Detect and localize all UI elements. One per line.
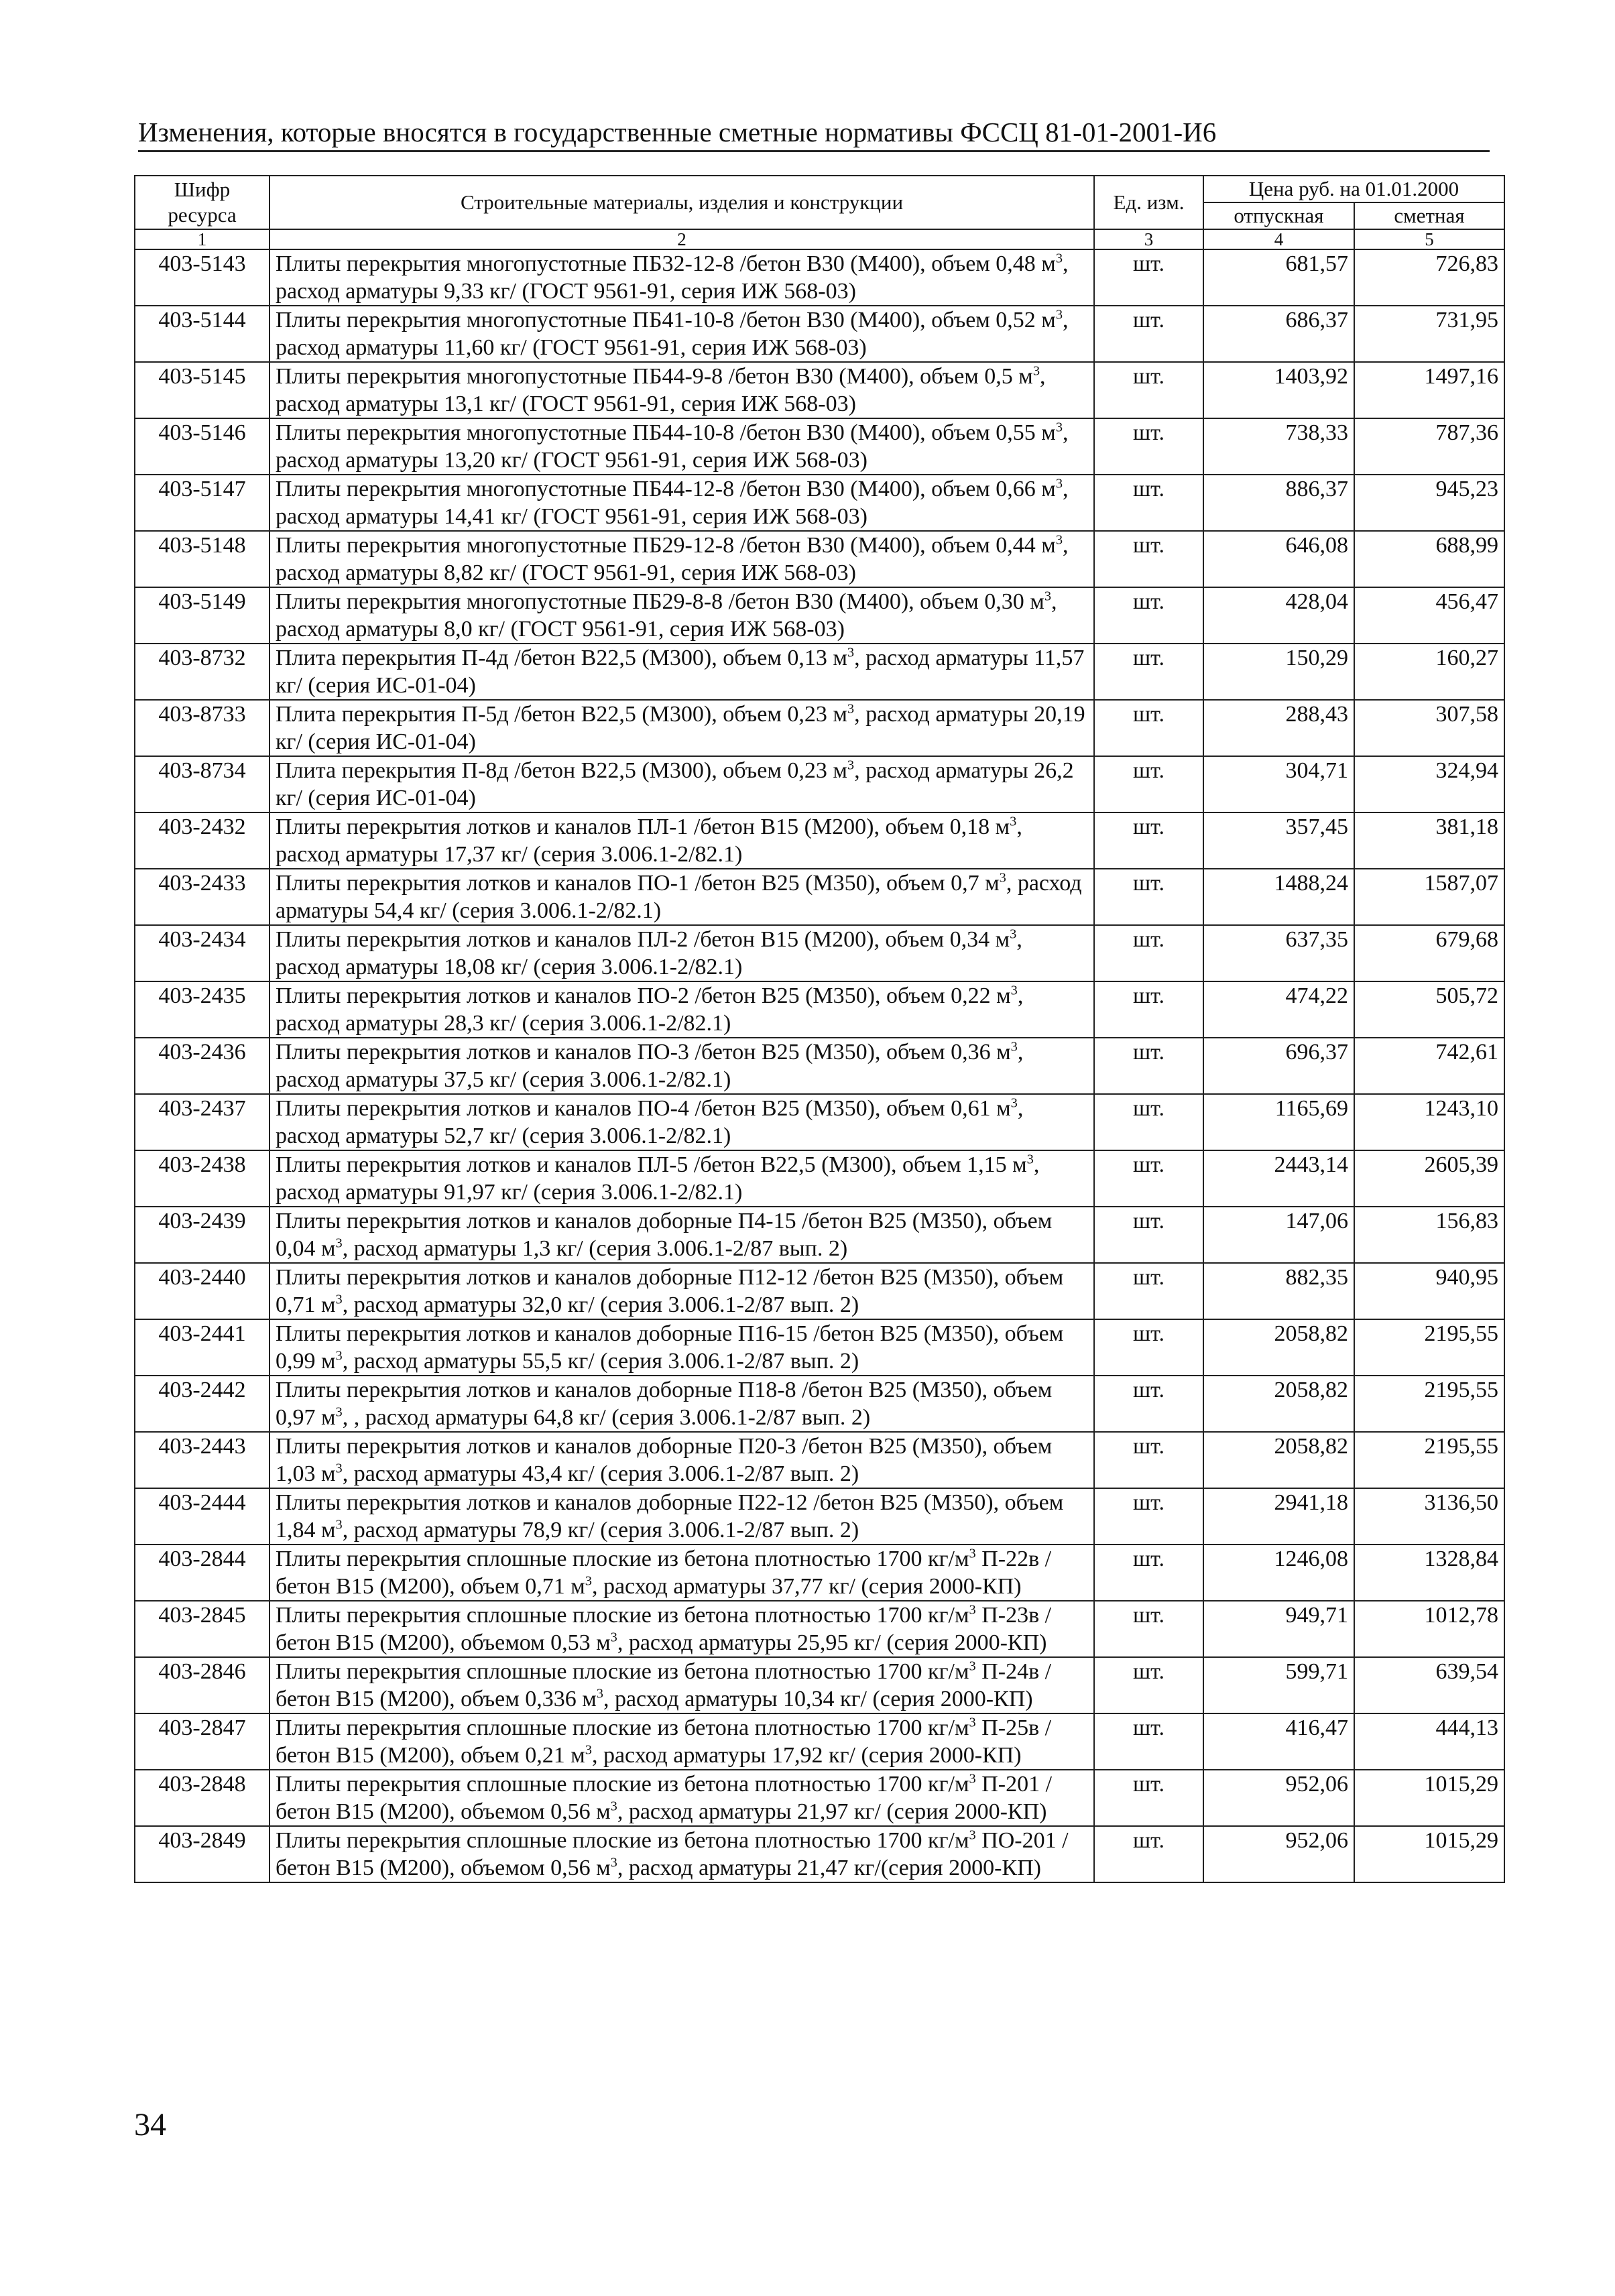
release-price: 416,47 xyxy=(1203,1713,1354,1770)
material-name: Плиты перекрытия многопустотные ПБ44-12-8 /бетон В30 (М400), объем 0,66 $м^3$, расход арматуры 14,41 кг/ (ГОСТ 9561-91, серия ИЖ 568-03) xyxy=(270,475,1094,531)
release-price: 738,33 xyxy=(1203,418,1354,475)
table-row xyxy=(135,1488,1504,1545)
unit-of-measure: шт. xyxy=(1094,869,1203,925)
resource-code: 403-2442 xyxy=(135,1376,270,1432)
column-number: 1 xyxy=(135,229,270,249)
unit-of-measure: шт. xyxy=(1094,981,1203,1038)
material-name: Плиты перекрытия многопустотные ПБ44-9-8 /бетон В30 (М400), объем 0,5 $м^3$, расход арматуры 13,1 кг/ (ГОСТ 9561-91, серия ИЖ 568-03) xyxy=(270,362,1094,418)
unit-of-measure: шт. xyxy=(1094,306,1203,362)
estimate-price: 307,58 xyxy=(1354,700,1504,756)
release-price: 150,29 xyxy=(1203,644,1354,700)
release-price: 1246,08 xyxy=(1203,1545,1354,1601)
resource-code: 403-5148 xyxy=(135,531,270,587)
unit-of-measure: шт. xyxy=(1094,1150,1203,1207)
resource-code: 403-2438 xyxy=(135,1150,270,1207)
unit-of-measure: шт. xyxy=(1094,1207,1203,1263)
unit-of-measure: шт. xyxy=(1094,700,1203,756)
table-row xyxy=(135,1713,1504,1770)
material-name: Плиты перекрытия многопустотные ПБ44-10-8 /бетон В30 (М400), объем 0,55 $м^3$, расход арматуры 13,20 кг/ (ГОСТ 9561-91, серия ИЖ 568-03) xyxy=(270,418,1094,475)
unit-of-measure: шт. xyxy=(1094,475,1203,531)
release-price: 2941,18 xyxy=(1203,1488,1354,1545)
estimate-price: 2195,55 xyxy=(1354,1432,1504,1488)
resource-code: 403-2443 xyxy=(135,1432,270,1488)
resource-code: 403-8734 xyxy=(135,756,270,812)
unit-of-measure: шт. xyxy=(1094,1094,1203,1150)
material-name: Плита перекрытия П-4д /бетон В22,5 (М300), объем 0,13 $м^3$, расход арматуры 11,57 кг/ (серия ИС-01-04) xyxy=(270,644,1094,700)
resource-code: 403-2441 xyxy=(135,1319,270,1376)
estimate-price: 679,68 xyxy=(1354,925,1504,981)
estimate-price: 381,18 xyxy=(1354,812,1504,869)
release-price: 952,06 xyxy=(1203,1826,1354,1882)
resource-code: 403-2440 xyxy=(135,1263,270,1319)
material-name: Плиты перекрытия лотков и каналов доборные П12-12 /бетон В25 (М350), объем 0,71 $м^3$, расход арматуры 32,0 кг/ (серия 3.006.1-2/87 вып. 2) xyxy=(270,1263,1094,1319)
column-header-release-price: отпускная xyxy=(1203,202,1354,229)
estimate-price: 742,61 xyxy=(1354,1038,1504,1094)
table-row xyxy=(135,1826,1504,1882)
estimate-price: 156,83 xyxy=(1354,1207,1504,1263)
material-name: Плита перекрытия П-8д /бетон В22,5 (М300), объем 0,23 $м^3$, расход арматуры 26,2 кг/ (серия ИС-01-04) xyxy=(270,756,1094,812)
resource-code: 403-2844 xyxy=(135,1545,270,1601)
resource-code: 403-2846 xyxy=(135,1657,270,1713)
table-row xyxy=(135,531,1504,587)
material-name: Плиты перекрытия сплошные плоские из бетона плотностью 1700 $кг/м^3$ П-201 /бетон В15 (М200), объемом 0,56 $м^3$, расход арматуры 21,97 кг/ (серия 2000-КП) xyxy=(270,1770,1094,1826)
table-row xyxy=(135,1376,1504,1432)
table-row xyxy=(135,475,1504,531)
release-price: 357,45 xyxy=(1203,812,1354,869)
unit-of-measure: шт. xyxy=(1094,1038,1203,1094)
estimate-price: 731,95 xyxy=(1354,306,1504,362)
resource-code: 403-8732 xyxy=(135,644,270,700)
table-row xyxy=(135,1094,1504,1150)
material-name: Плита перекрытия П-5д /бетон В22,5 (М300), объем 0,23 $м^3$, расход арматуры 20,19 кг/ (серия ИС-01-04) xyxy=(270,700,1094,756)
table-row xyxy=(135,362,1504,418)
resource-code: 403-2848 xyxy=(135,1770,270,1826)
table-row xyxy=(135,1657,1504,1713)
estimate-price: 444,13 xyxy=(1354,1713,1504,1770)
estimate-price: 505,72 xyxy=(1354,981,1504,1038)
release-price: 2443,14 xyxy=(1203,1150,1354,1207)
table-row xyxy=(135,756,1504,812)
resource-code: 403-2847 xyxy=(135,1713,270,1770)
table-row xyxy=(135,1207,1504,1263)
unit-of-measure: шт. xyxy=(1094,1263,1203,1319)
estimate-price: 787,36 xyxy=(1354,418,1504,475)
material-name: Плиты перекрытия лотков и каналов доборные П22-12 /бетон В25 (М350), объем 1,84 $м^3$, расход арматуры 78,9 кг/ (серия 3.006.1-2/87 вып. 2) xyxy=(270,1488,1094,1545)
price-table xyxy=(134,175,1505,1883)
resource-code: 403-2435 xyxy=(135,981,270,1038)
material-name: Плиты перекрытия многопустотные ПБ41-10-8 /бетон В30 (М400), объем 0,52 $м^3$, расход арматуры 11,60 кг/ (ГОСТ 9561-91, серия ИЖ 568-03) xyxy=(270,306,1094,362)
release-price: 147,06 xyxy=(1203,1207,1354,1263)
resource-code: 403-2845 xyxy=(135,1601,270,1657)
column-number: 5 xyxy=(1354,229,1504,249)
table-row xyxy=(135,1601,1504,1657)
estimate-price: 1015,29 xyxy=(1354,1826,1504,1882)
table-row xyxy=(135,1150,1504,1207)
release-price: 696,37 xyxy=(1203,1038,1354,1094)
material-name: Плиты перекрытия многопустотные ПБ32-12-8 /бетон В30 (М400), объем 0,48 $м^3$, расход арматуры 9,33 кг/ (ГОСТ 9561-91, серия ИЖ 568-03) xyxy=(270,249,1094,306)
table-row xyxy=(135,1319,1504,1376)
column-number: 3 xyxy=(1094,229,1203,249)
column-header-estimate-price: сметная xyxy=(1354,202,1504,229)
unit-of-measure: шт. xyxy=(1094,925,1203,981)
estimate-price: 945,23 xyxy=(1354,475,1504,531)
resource-code: 403-2444 xyxy=(135,1488,270,1545)
header-divider xyxy=(138,150,1490,152)
estimate-price: 2195,55 xyxy=(1354,1319,1504,1376)
unit-of-measure: шт. xyxy=(1094,418,1203,475)
release-price: 2058,82 xyxy=(1203,1432,1354,1488)
estimate-price: 3136,50 xyxy=(1354,1488,1504,1545)
estimate-price: 1587,07 xyxy=(1354,869,1504,925)
material-name: Плиты перекрытия лотков и каналов ПО-1 /бетон В25 (М350), объем 0,7 $м^3$, расход арматуры 54,4 кг/ (серия 3.006.1-2/82.1) xyxy=(270,869,1094,925)
table-row xyxy=(135,981,1504,1038)
material-name: Плиты перекрытия лотков и каналов ПЛ-1 /бетон В15 (М200), объем 0,18 $м^3$, расход арматуры 17,37 кг/ (серия 3.006.1-2/82.1) xyxy=(270,812,1094,869)
estimate-price: 1497,16 xyxy=(1354,362,1504,418)
table-row xyxy=(135,418,1504,475)
estimate-price: 456,47 xyxy=(1354,587,1504,644)
resource-code: 403-5144 xyxy=(135,306,270,362)
resource-code: 403-8733 xyxy=(135,700,270,756)
estimate-price: 2605,39 xyxy=(1354,1150,1504,1207)
resource-code: 403-5147 xyxy=(135,475,270,531)
table-row xyxy=(135,1770,1504,1826)
page-header: Изменения, которые вносятся в государственные сметные нормативы ФССЦ 81-01-2001-И6 xyxy=(138,117,1217,147)
release-price: 288,43 xyxy=(1203,700,1354,756)
release-price: 681,57 xyxy=(1203,249,1354,306)
material-name: Плиты перекрытия лотков и каналов ПО-2 /бетон В25 (М350), объем 0,22 $м^3$, расход арматуры 28,3 кг/ (серия 3.006.1-2/82.1) xyxy=(270,981,1094,1038)
unit-of-measure: шт. xyxy=(1094,587,1203,644)
estimate-price: 688,99 xyxy=(1354,531,1504,587)
unit-of-measure: шт. xyxy=(1094,1601,1203,1657)
material-name: Плиты перекрытия лотков и каналов доборные П20-3 /бетон В25 (М350), объем 1,03 $м^3$, расход арматуры 43,4 кг/ (серия 3.006.1-2/87 вып. 2) xyxy=(270,1432,1094,1488)
column-header-name: Строительные материалы, изделия и конструкции xyxy=(270,176,1094,229)
table-row xyxy=(135,1432,1504,1488)
column-header-code: Шифр ресурса xyxy=(135,176,270,229)
table-row xyxy=(135,1545,1504,1601)
table-row xyxy=(135,1038,1504,1094)
estimate-price: 639,54 xyxy=(1354,1657,1504,1713)
material-name: Плиты перекрытия лотков и каналов ПО-4 /бетон В25 (М350), объем 0,61 $м^3$, расход арматуры 52,7 кг/ (серия 3.006.1-2/82.1) xyxy=(270,1094,1094,1150)
column-number: 4 xyxy=(1203,229,1354,249)
material-name: Плиты перекрытия сплошные плоские из бетона плотностью 1700 $кг/м^3$ П-23в /бетон В15 (М200), объемом 0,53 $м^3$, расход арматуры 25,95 кг/ (серия 2000-КП) xyxy=(270,1601,1094,1657)
unit-of-measure: шт. xyxy=(1094,1488,1203,1545)
estimate-price: 160,27 xyxy=(1354,644,1504,700)
release-price: 886,37 xyxy=(1203,475,1354,531)
unit-of-measure: шт. xyxy=(1094,1826,1203,1882)
unit-of-measure: шт. xyxy=(1094,249,1203,306)
release-price: 1165,69 xyxy=(1203,1094,1354,1150)
table-row xyxy=(135,249,1504,306)
table-row xyxy=(135,925,1504,981)
unit-of-measure: шт. xyxy=(1094,1376,1203,1432)
material-name: Плиты перекрытия многопустотные ПБ29-12-8 /бетон В30 (М400), объем 0,44 $м^3$, расход арматуры 8,82 кг/ (ГОСТ 9561-91, серия ИЖ 568-03) xyxy=(270,531,1094,587)
resource-code: 403-5146 xyxy=(135,418,270,475)
unit-of-measure: шт. xyxy=(1094,1432,1203,1488)
unit-of-measure: шт. xyxy=(1094,756,1203,812)
material-name: Плиты перекрытия лотков и каналов ПЛ-2 /бетон В15 (М200), объем 0,34 $м^3$, расход арматуры 18,08 кг/ (серия 3.006.1-2/82.1) xyxy=(270,925,1094,981)
release-price: 882,35 xyxy=(1203,1263,1354,1319)
table-row xyxy=(135,587,1504,644)
column-number-row xyxy=(135,229,1504,249)
unit-of-measure: шт. xyxy=(1094,1657,1203,1713)
material-name: Плиты перекрытия лотков и каналов доборные П16-15 /бетон В25 (М350), объем 0,99 $м^3$, расход арматуры 55,5 кг/ (серия 3.006.1-2/87 вып. 2) xyxy=(270,1319,1094,1376)
table-row xyxy=(135,1263,1504,1319)
table-row xyxy=(135,812,1504,869)
estimate-price: 324,94 xyxy=(1354,756,1504,812)
release-price: 599,71 xyxy=(1203,1657,1354,1713)
table-body xyxy=(135,249,1504,1882)
table-row xyxy=(135,306,1504,362)
resource-code: 403-2849 xyxy=(135,1826,270,1882)
material-name: Плиты перекрытия лотков и каналов ПЛ-5 /бетон В22,5 (М300), объем 1,15 $м^3$, расход арматуры 91,97 кг/ (серия 3.006.1-2/82.1) xyxy=(270,1150,1094,1207)
estimate-price: 1012,78 xyxy=(1354,1601,1504,1657)
estimate-price: 1243,10 xyxy=(1354,1094,1504,1150)
estimate-price: 2195,55 xyxy=(1354,1376,1504,1432)
material-name: Плиты перекрытия сплошные плоские из бетона плотностью 1700 $кг/м^3$ П-24в /бетон В15 (М200), объем 0,336 $м^3$, расход арматуры 10,34 кг/ (серия 2000-КП) xyxy=(270,1657,1094,1713)
release-price: 637,35 xyxy=(1203,925,1354,981)
material-name: Плиты перекрытия лотков и каналов доборные П4-15 /бетон В25 (М350), объем 0,04 $м^3$, расход арматуры 1,3 кг/ (серия 3.006.1-2/87 вып. 2) xyxy=(270,1207,1094,1263)
page-number: 34 xyxy=(134,2107,166,2142)
column-number: 2 xyxy=(270,229,1094,249)
release-price: 2058,82 xyxy=(1203,1319,1354,1376)
release-price: 686,37 xyxy=(1203,306,1354,362)
unit-of-measure: шт. xyxy=(1094,1319,1203,1376)
release-price: 474,22 xyxy=(1203,981,1354,1038)
resource-code: 403-5149 xyxy=(135,587,270,644)
table-row xyxy=(135,700,1504,756)
release-price: 646,08 xyxy=(1203,531,1354,587)
release-price: 949,71 xyxy=(1203,1601,1354,1657)
release-price: 1403,92 xyxy=(1203,362,1354,418)
table-row xyxy=(135,644,1504,700)
material-name: Плиты перекрытия сплошные плоские из бетона плотностью 1700 $кг/м^3$ П-22в /бетон В15 (М200), объем 0,71 $м^3$, расход арматуры 37,77 кг/ (серия 2000-КП) xyxy=(270,1545,1094,1601)
resource-code: 403-2434 xyxy=(135,925,270,981)
release-price: 428,04 xyxy=(1203,587,1354,644)
column-header-unit: Ед. изм. xyxy=(1094,176,1203,229)
unit-of-measure: шт. xyxy=(1094,362,1203,418)
unit-of-measure: шт. xyxy=(1094,1713,1203,1770)
estimate-price: 1328,84 xyxy=(1354,1545,1504,1601)
estimate-price: 940,95 xyxy=(1354,1263,1504,1319)
resource-code: 403-2436 xyxy=(135,1038,270,1094)
resource-code: 403-5145 xyxy=(135,362,270,418)
material-name: Плиты перекрытия многопустотные ПБ29-8-8 /бетон В30 (М400), объем 0,30 $м^3$, расход арматуры 8,0 кг/ (ГОСТ 9561-91, серия ИЖ 568-03) xyxy=(270,587,1094,644)
column-header-price-group: Цена руб. на 01.01.2000 xyxy=(1203,176,1504,202)
unit-of-measure: шт. xyxy=(1094,812,1203,869)
release-price: 1488,24 xyxy=(1203,869,1354,925)
unit-of-measure: шт. xyxy=(1094,1545,1203,1601)
unit-of-measure: шт. xyxy=(1094,1770,1203,1826)
unit-of-measure: шт. xyxy=(1094,644,1203,700)
material-name: Плиты перекрытия сплошные плоские из бетона плотностью 1700 $кг/м^3$ П-25в /бетон В15 (М200), объем 0,21 $м^3$, расход арматуры 17,92 кг/ (серия 2000-КП) xyxy=(270,1713,1094,1770)
estimate-price: 1015,29 xyxy=(1354,1770,1504,1826)
material-name: Плиты перекрытия лотков и каналов ПО-3 /бетон В25 (М350), объем 0,36 $м^3$, расход арматуры 37,5 кг/ (серия 3.006.1-2/82.1) xyxy=(270,1038,1094,1094)
table-header xyxy=(135,176,1504,249)
release-price: 2058,82 xyxy=(1203,1376,1354,1432)
resource-code: 403-2432 xyxy=(135,812,270,869)
resource-code: 403-2433 xyxy=(135,869,270,925)
estimate-price: 726,83 xyxy=(1354,249,1504,306)
table-row xyxy=(135,869,1504,925)
resource-code: 403-2437 xyxy=(135,1094,270,1150)
release-price: 304,71 xyxy=(1203,756,1354,812)
release-price: 952,06 xyxy=(1203,1770,1354,1826)
material-name: Плиты перекрытия сплошные плоские из бетона плотностью 1700 $кг/м^3$ ПО-201 /бетон В15 (М200), объемом 0,56 $м^3$, расход арматуры 21,47 кг/(серия 2000-КП) xyxy=(270,1826,1094,1882)
unit-of-measure: шт. xyxy=(1094,531,1203,587)
resource-code: 403-2439 xyxy=(135,1207,270,1263)
resource-code: 403-5143 xyxy=(135,249,270,306)
material-name: Плиты перекрытия лотков и каналов доборные П18-8 /бетон В25 (М350), объем 0,97 $м^3$, , расход арматуры 64,8 кг/ (серия 3.006.1-2/87 вып. 2) xyxy=(270,1376,1094,1432)
